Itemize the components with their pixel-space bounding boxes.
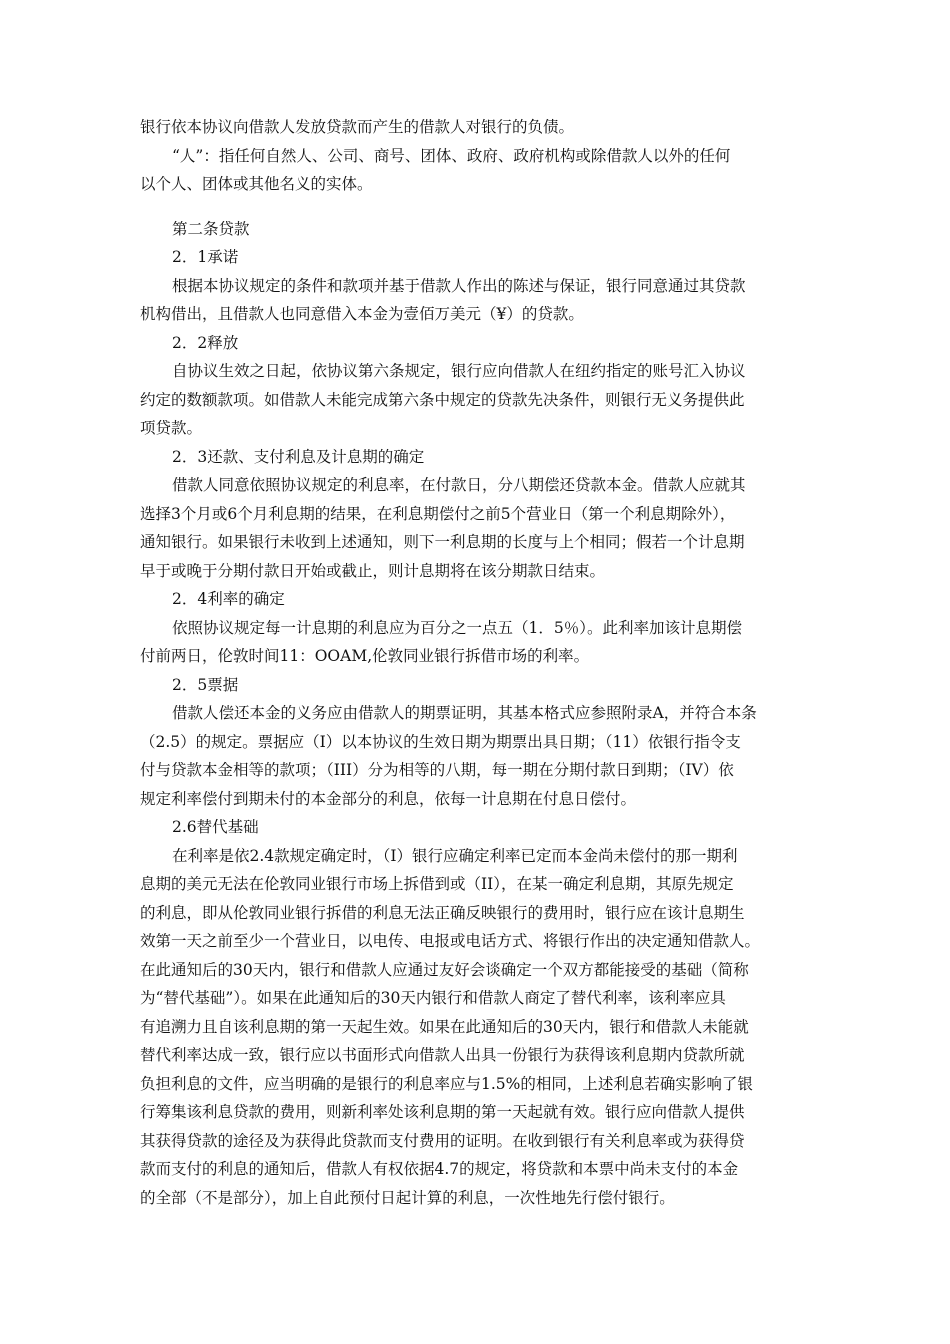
paragraph-gap — [140, 199, 820, 215]
text-line: 替代利率达成一致，银行应以书面形式向借款人出具一份银行为获得该利息期内贷款所就 — [140, 1046, 745, 1064]
text-line: 的利息，即从伦敦同业银行拆借的利息无法正确反映银行的费用时，银行应在该计息期生 — [140, 903, 745, 922]
text-line: “人”：指任何自然人、公司、商号、团体、政府、政府机构或除借款人以外的任何 — [172, 146, 731, 165]
text-line: 机构借出，且借款人也同意借入本金为壹佰万美元（¥）的贷款。 — [140, 305, 584, 323]
text-line: 效第一天之前至少一个营业日，以电传、电报或电话方式、将银行作出的决定通知借款人。 — [140, 932, 761, 950]
text-line: （2.5）的规定。票据应（I）以本协议的生效日期为期票出具日期；（11）依银行指令支 — [140, 732, 741, 751]
text-line: 规定利率偿付到期未付的本金部分的利息，依每一计息期在付息日偿付。 — [140, 789, 637, 808]
text-line: 借款人同意依照协议规定的利息率，在付款日，分八期偿还贷款本金。借款人应就其 — [172, 476, 746, 494]
text-line: 在此通知后的30天内，银行和借款人应通过友好会谈确定一个双方都能接受的基础（简称 — [140, 960, 749, 979]
text-line: 约定的数额款项。如借款人未能完成第六条中规定的贷款先决条件，则银行无义务提供此 — [140, 390, 745, 409]
text-line: 根据本协议规定的条件和款项并基于借款人作出的陈述与保证，银行同意通过其贷款 — [172, 276, 746, 295]
text-line: 第二条贷款 — [172, 219, 250, 238]
text-line: 付与贷款本金相等的款项；（III）分为相等的八期，每一期在分期付款日到期；（IV）依 — [140, 761, 734, 779]
text-line: 行筹集该利息贷款的费用，则新利率处该利息期的第一天起就有效。银行应向借款人提供 — [140, 1103, 745, 1121]
text-line: 负担利息的文件，应当明确的是银行的利息率应与1.5%的相同，上述利息若确实影响了银 — [140, 1074, 753, 1093]
text-line: 2．2释放 — [172, 333, 239, 352]
text-line: 2．4利率的确定 — [172, 590, 285, 608]
text-line: 借款人偿还本金的义务应由借款人的期票证明，其基本格式应参照附录A，并符合本条 — [172, 704, 757, 722]
text-line: 自协议生效之日起，依协议第六条规定，银行应向借款人在纽约指定的账号汇入协议 — [172, 362, 746, 380]
text-line: 款而支付的利息的通知后，借款人有权依据4.7的规定，将贷款和本票中尚未支付的本金 — [140, 1160, 739, 1178]
text-line: 为“替代基础”）。如果在此通知后的30天内银行和借款人商定了替代利率，该利率应具 — [140, 989, 726, 1007]
text-line: 的全部（不是部分），加上自此预付日起计算的利息，一次性地先行偿付银行。 — [140, 1188, 675, 1207]
document-body — [140, 113, 820, 1212]
text-line: 在利率是依2.4款规定确定时，（I）银行应确定利率已定而本金尚未偿付的那一期利 — [172, 846, 738, 865]
text-line: 项贷款。 — [140, 419, 203, 437]
text-line: 2.6替代基础 — [172, 818, 259, 836]
text-line: 早于或晚于分期付款日开始或截止，则计息期将在该分期款日结束。 — [140, 561, 606, 580]
text-line: 2．1承诺 — [172, 248, 239, 266]
text-line: 银行依本协议向借款人发放贷款而产生的借款人对银行的负债。 — [140, 118, 575, 136]
text-line: 有追溯力且自该利息期的第一天起生效。如果在此通知后的30天内，银行和借款人未能就 — [140, 1017, 749, 1036]
text-line: 选择3个月或6个月利息期的结果，在利息期偿付之前5个营业日（第一个利息期除外）， — [140, 504, 736, 523]
text-line: 通知银行。如果银行未收到上述通知，则下一利息期的长度与上个相同；假若一个计息期 — [140, 533, 745, 551]
text-line: 2．3还款、支付利息及计息期的确定 — [172, 447, 425, 466]
text-line: 息期的美元无法在伦敦同业银行市场上拆借到或（II），在某一确定利息期，其原先规定 — [140, 875, 734, 893]
text-line: 以个人、团体或其他名义的实体。 — [140, 175, 373, 193]
text-line: 依照协议规定每一计息期的利息应为百分之一点五（1．5％）。此利率加该计息期偿 — [172, 618, 742, 637]
text-line: 2．5票据 — [172, 675, 239, 694]
text-line: 其获得贷款的途径及为获得此贷款而支付费用的证明。在收到银行有关利息率或为获得贷 — [140, 1131, 745, 1150]
text-line: 付前两日，伦敦时间11：OOAM,伦敦同业银行拆借市场的利率。 — [140, 647, 590, 665]
